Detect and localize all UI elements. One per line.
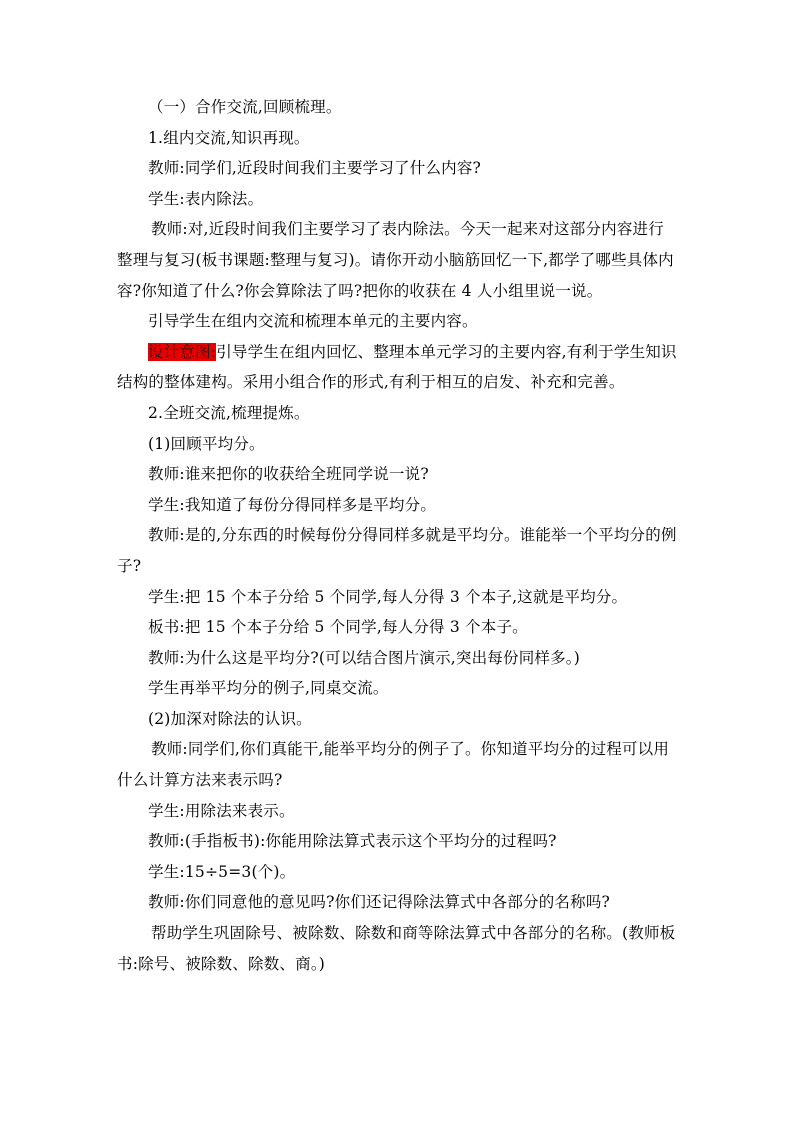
section-heading: （一）合作交流,回顾梳理。 [148, 98, 342, 116]
dialogue-line: 学生:表内除法。 [148, 189, 264, 208]
design-intent-paragraph [117, 337, 679, 398]
sub-heading-2: (2)加深对除法的认识。 [148, 709, 312, 728]
dialogue-line: 教师:(手指板书):你能用除法算式表示这个平均分的过程吗? [148, 832, 557, 851]
design-intent-label: 设计意图: [148, 342, 217, 361]
dialogue-paragraph: 教师:同学们,你们真能干,能举平均分的例子了。你知道平均分的过程可以用什么计算方法来表示吗? [117, 740, 670, 790]
dialogue-line: 教师:你们同意他的意见吗?你们还记得除法算式中各部分的名称吗? [148, 893, 611, 912]
dialogue-line: 教师:为什么这是平均分?(可以结合图片演示,突出每份同样多。) [148, 648, 581, 667]
step-heading-2: 2.全班交流,梳理提炼。 [148, 403, 310, 422]
dialogue-line: 学生:把 15 个本子分给 5 个同学,每人分得 3 个本子,这就是平均分。 [148, 587, 628, 606]
dialogue-line: 学生:15÷5=3(个)。 [148, 862, 296, 881]
instruction-paragraph: 帮助学生巩固除号、被除数、除数和商等除法算式中各部分的名称。(教师板书:除号、被除数、除数、商。) [117, 924, 676, 973]
dialogue-paragraph: 教师:是的,分东西的时候每份分得同样多就是平均分。谁能举一个平均分的例子? [117, 526, 677, 575]
lesson-body [117, 92, 679, 979]
design-intent-text: 引导学生在组内回忆、整理本单元学习的主要内容,有利于学生知识结构的整体建构。采用小组合作的形式,有利于相互的启发、补充和完善。 [117, 342, 677, 392]
board-note-line: 板书:把 15 个本子分给 5 个同学,每人分得 3 个本子。 [148, 618, 528, 637]
instruction-line: 学生再举平均分的例子,同桌交流。 [148, 679, 389, 698]
dialogue-line: 教师:同学们,近段时间我们主要学习了什么内容? [148, 159, 482, 178]
sub-heading-1: (1)回顾平均分。 [148, 434, 265, 453]
dialogue-paragraph: 教师:对,近段时间我们主要学习了表内除法。今天一起来对这部分内容进行整理与复习(板书课题:整理与复习)。请你开动小脑筋回忆一下,都学了哪些具体内容?你知道了什么?你会算除法了吗?把你的收获在 4 人小组里说一说。 [117, 220, 674, 300]
instruction-line: 引导学生在组内交流和梳理本单元的主要内容。 [148, 312, 478, 331]
step-heading-1: 1.组内交流,知识再现。 [148, 128, 310, 147]
dialogue-line: 学生:我知道了每份分得同样多是平均分。 [148, 495, 437, 514]
dialogue-line: 教师:谁来把你的收获给全班同学说一说? [148, 465, 429, 484]
dialogue-line: 学生:用除法来表示。 [148, 801, 295, 820]
